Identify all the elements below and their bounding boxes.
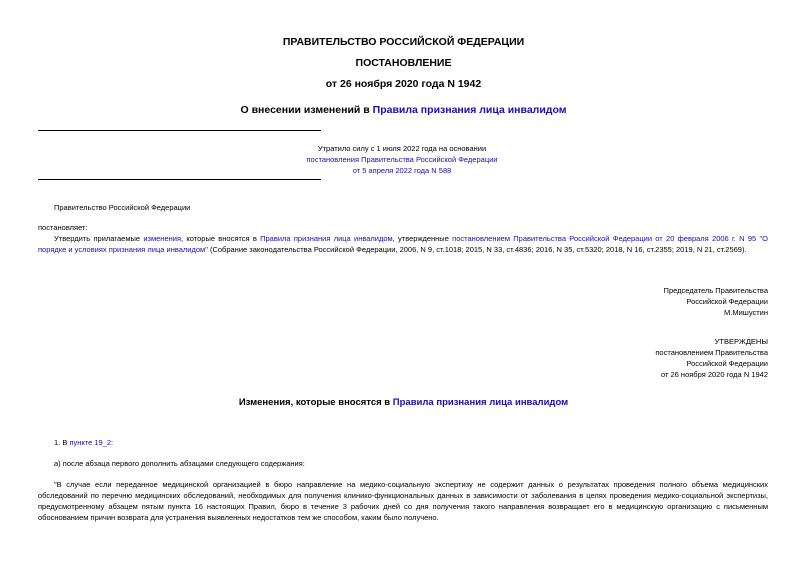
p1-link-rules[interactable]: Правила признания лица инвалидом — [260, 234, 393, 243]
p1-link-decree[interactable]: постановлением Правительства Российской Федерации от 20 февраля 2006 г. N 95 "О порядке и условиях признания лица инвалидом" — [38, 234, 768, 254]
divider-top — [38, 130, 321, 131]
title-prefix: О внесении изменений в — [240, 104, 373, 116]
item-1 — [54, 437, 113, 448]
status-note — [38, 143, 766, 176]
item1-text-b: : — [111, 438, 114, 447]
signature-line2: Российской Федерации — [686, 297, 768, 306]
item1-link[interactable]: пункте 19_2 — [69, 438, 112, 447]
item1-text-a: 1. В — [54, 438, 70, 447]
sub-item-a: а) после абзаца первого дополнить абзацами следующего содержания: — [54, 459, 305, 468]
p1-text-a: Утвердить прилагаемые — [54, 234, 144, 243]
signature-block — [664, 285, 768, 318]
approved-line3: Российской Федерации — [686, 359, 768, 368]
doc-type-heading: ПОСТАНОВЛЕНИЕ — [355, 57, 452, 69]
approved-line1: УТВЕРЖДЕНЫ — [714, 337, 768, 346]
signature-line1: Председатель Правительства — [663, 286, 768, 295]
divider-bottom — [38, 179, 321, 180]
approved-block — [655, 336, 768, 380]
decrees-word: постановляет: — [38, 223, 88, 232]
status-note-link-line2[interactable]: постановления Правительства Российской Федерации — [306, 155, 498, 164]
p1-text-b: , которые вносятся в — [181, 234, 261, 243]
changes-title-link[interactable]: Правила признания лица инвалидом — [392, 397, 569, 408]
status-note-link-line3[interactable]: от 5 апреля 2022 года N 588 — [352, 166, 452, 175]
p1-text-d: (Собрание законодательства Российской Федерации, 2006, N 9, ст.1018; 2015, N 33, ст.4836; 2016, N 35, ст.5320; 2018, N 16, ст.2355; 2019, N 21, ст.2569). — [207, 245, 747, 254]
title-link[interactable]: Правила признания лица инвалидом — [372, 104, 567, 116]
date-number: от 26 ноября 2020 года N 1942 — [325, 78, 482, 90]
changes-title — [0, 397, 807, 408]
document-title — [0, 104, 807, 116]
p1-link-changes[interactable]: изменения — [143, 234, 182, 243]
status-note-line1: Утратило силу с 1 июля 2022 года на основании — [317, 144, 487, 153]
signature-line3: М.Мишустин — [724, 308, 768, 317]
quote-paragraph: "В случае если переданное медицинской организацией в бюро направление на медико-социальную экспертизу не содержит данных о результатах проведения полного объема медицинских обследований по перечню медицинских обследований, необходимых для получения клинико-функциональных данных в зависимости от заболевания в целях проведения медико-социальной экспертизы, предусмотренному абзацем пятым пункта 16 настоящих Правил, бюро в течение 3 рабочих дней со дня получения такого направления возвращает его в медицинскую организацию с письменным обоснованием причин возврата для устранения выявленных недостатков тем же способом, каким было получено. — [38, 480, 768, 522]
org-heading: ПРАВИТЕЛЬСТВО РОССИЙСКОЙ ФЕДЕРАЦИИ — [282, 36, 525, 48]
changes-title-prefix: Изменения, которые вносятся в — [238, 397, 393, 408]
issuer: Правительство Российской Федерации — [54, 203, 191, 212]
paragraph-1 — [38, 233, 768, 255]
p1-text-c: , утвержденные — [392, 234, 453, 243]
approved-line4: от 26 ноября 2020 года N 1942 — [660, 370, 768, 379]
approved-line2: постановлением Правительства — [655, 348, 768, 357]
